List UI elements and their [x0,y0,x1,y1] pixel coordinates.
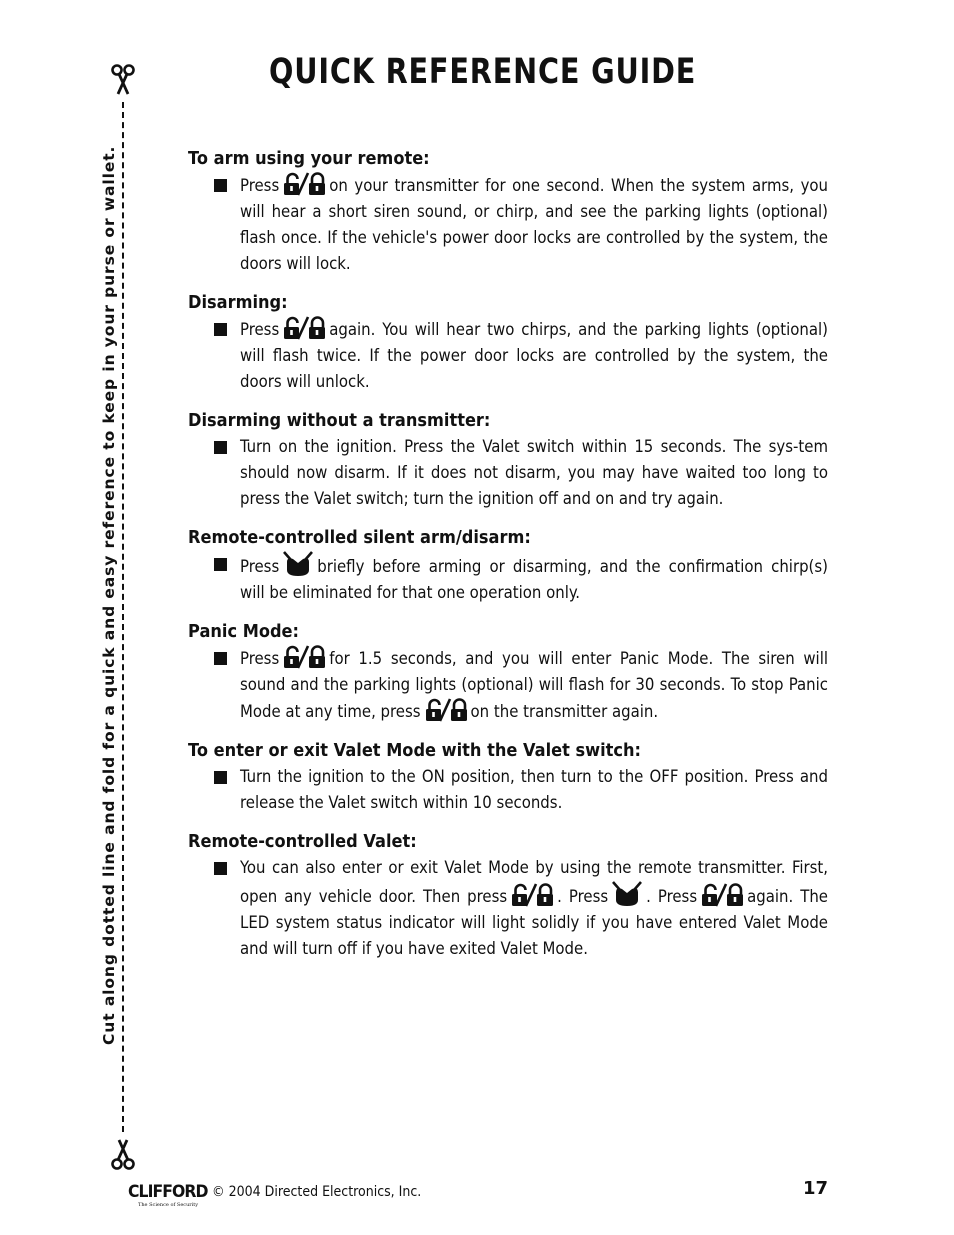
bullet-square [214,558,227,571]
brand-logo: CLIFFORD [128,1182,208,1202]
silent-button-icon [283,551,313,577]
section-heading: To arm using your remote: [188,148,430,169]
page-title: QUICK REFERENCE GUIDE [268,52,697,92]
lock-unlock-button-icon [425,698,467,722]
list-item [188,764,828,816]
item-text: Press [240,649,280,668]
section-disarming [188,290,828,395]
section-disarm-no-transmitter [188,408,828,512]
brand-tagline: The Science of Security [138,1202,199,1208]
lock-unlock-button-icon [283,645,325,669]
section-remote-valet [188,829,828,962]
scissors-icon [111,1138,135,1170]
item-text: again. You will hear two chirps, and the parking lights (optional) will flash twice. If the power door locks are controlled by the system, the doors will unlock. [240,320,828,391]
lock-unlock-button-icon [701,883,743,907]
bullet-square [214,652,227,665]
list-item [188,434,828,512]
item-text: Press [240,176,280,195]
bullet-square [214,323,227,336]
scissors-icon [111,64,135,96]
bullet-square [214,862,227,875]
item-text: for 1.5 seconds, and you will enter Panic Mode. The siren will sound and the parking lights (optional) will flash for 30 seconds. To stop Panic Mode at any time, press [240,649,828,721]
section-heading: Remote-controlled Valet: [188,831,417,852]
lock-unlock-button-icon [283,316,325,340]
section-panic-mode [188,619,828,725]
item-text: on your transmitter for one second. When the system arms, you will hear a short siren sound, or chirp, and see the parking lights (optional) flash once. If the vehicle's power door locks are controlled by the system, the doors will lock. [240,176,828,273]
cut-line [122,102,124,1132]
cut-instruction: Cut along dotted line and fold for a quick and easy reference to keep in your purse or wallet. [100,145,118,1045]
list-item [188,855,828,962]
item-text: again. The LED system status indicator will light solidly if you have entered Valet Mode and will turn off if you have exited Valet Mode. [240,887,828,958]
item-text: . Press [557,887,609,906]
section-valet-switch [188,738,828,816]
item-text: Press [240,320,280,339]
section-silent-arm [188,525,828,606]
section-heading: Disarming: [188,292,288,313]
list-item [188,316,828,395]
item-text: . Press [646,887,698,906]
lock-unlock-button-icon [511,883,553,907]
lock-unlock-button-icon [283,172,325,196]
copyright-text: © 2004 Directed Electronics, Inc. [212,1184,422,1200]
section-heading: Disarming without a transmitter: [188,410,491,431]
list-item [188,645,828,725]
guide-content [188,146,828,975]
item-text: briefly before arming or disarming, and the confirmation chirp(s) will be eliminated for that one operation only. [240,557,828,602]
list-item [188,172,828,277]
bullet-square [214,441,227,454]
section-heading: Panic Mode: [188,621,300,642]
bullet-square [214,771,227,784]
page-footer [128,1180,828,1210]
list-item [188,551,828,606]
bullet-square [214,179,227,192]
item-text: You can also enter or exit Valet Mode by using the remote transmitter. First, open any vehicle door. Then press [240,858,828,906]
section-heading: Remote-controlled silent arm/disarm: [188,527,531,548]
item-text: Turn on the ignition. Press the Valet switch within 15 seconds. The sys-tem should now disarm. If it does not disarm, you may have waited too long to press the Valet switch; turn the ignition off and on and try again. [240,437,828,508]
item-text: on the transmitter again. [470,702,659,721]
item-text: Press [240,557,280,576]
page-number: 17 [802,1178,828,1199]
item-text: Turn the ignition to the ON position, then turn to the OFF position. Press and release the Valet switch within 10 seconds. [240,767,828,812]
section-arm-remote [188,146,828,277]
section-heading: To enter or exit Valet Mode with the Valet switch: [188,740,642,761]
silent-button-icon [612,881,642,907]
